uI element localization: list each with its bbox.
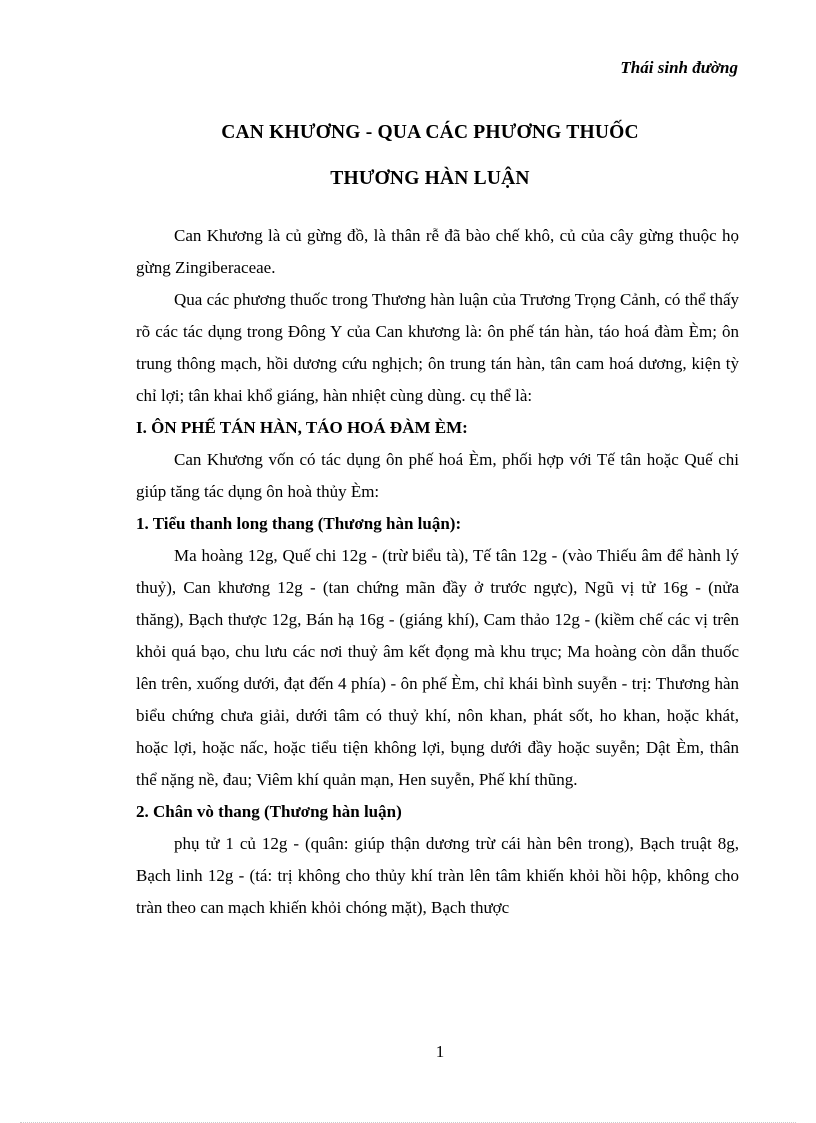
running-header: Thái sinh đường bbox=[620, 58, 738, 77]
intro-paragraph-1: Can Khương là củ gừng đồ, là thân rễ đã bào chế khô, củ của cây gừng thuộc họ gừng Zingiberaceae. bbox=[136, 226, 739, 277]
document-body bbox=[136, 220, 739, 924]
item-2-heading: 2. Chân vò thang (Thương hàn luận) bbox=[136, 802, 402, 821]
document-title-line-2: THƯƠNG HÀN LUẬN bbox=[330, 168, 530, 189]
item-1-paragraph: Ma hoàng 12g, Quế chi 12g - (trừ biểu tà), Tế tân 12g - (vào Thiếu âm để hành lý thuỷ), Can khương 12g - (tan chứng mãn đầy ở trước ngực), Ngũ vị tử 16g - (nửa thăng), Bạch thược 12g, Bán hạ 16g - (giáng khí), Cam thảo 12g - (kiềm chế các vị trên khỏi quá bạo, chu lưu các nơi thuỷ âm kết đọng mà khu trục; Ma hoàng còn dẫn thuốc lên trên, xuống dưới, đạt đến 4 phía) - ôn phế Èm, chỉ khái bình suyễn - trị: Thương hàn biểu chứng chưa giải, dưới tâm có thuỷ khí, nôn khan, phát sốt, ho khan, hoặc khát, hoặc lợi, hoặc nấc, hoặc tiểu tiện không lợi, bụng dưới đầy hoặc suyễn; Dật Èm, thân thể nặng nề, đau; Viêm khí quản mạn, Hen suyễn, Phế khí thũng. bbox=[136, 546, 739, 789]
page-number: 1 bbox=[435, 1042, 445, 1061]
document-title-line-1: CAN KHƯƠNG - QUA CÁC PHƯƠNG THUỐC bbox=[221, 122, 639, 143]
section-1-heading: I. ÔN PHẾ TÁN HÀN, TÁO HOÁ ĐÀM ÈM: bbox=[136, 418, 468, 437]
section-1-intro: Can Khương vốn có tác dụng ôn phế hoá Èm, phối hợp với Tế tân hoặc Quế chi giúp tăng tác dụng ôn hoà thủy Èm: bbox=[136, 450, 739, 501]
item-1-heading: 1. Tiểu thanh long thang (Thương hàn luận): bbox=[136, 514, 462, 533]
item-2-paragraph: phụ tử 1 củ 12g - (quân: giúp thận dương trừ cái hàn bên trong), Bạch truật 8g, Bạch linh 12g - (tá: trị không cho thủy khí tràn lên tâm khiến khỏi hồi hộp, không cho tràn theo can mạch khiến khỏi chóng mặt), Bạch thược bbox=[136, 834, 739, 917]
intro-paragraph-2: Qua các phương thuốc trong Thương hàn luận của Trương Trọng Cảnh, có thể thấy rõ các tác dụng trong Đông Y của Can khương là: ôn phế tán hàn, táo hoá đàm Èm; ôn trung thông mạch, hồi dương cứu nghịch; ôn trung tán hàn, tân cam hoá dương, kiện tỳ chỉ lợi; tân khai khổ giáng, hàn nhiệt cùng dùng. cụ thể là: bbox=[136, 290, 739, 405]
